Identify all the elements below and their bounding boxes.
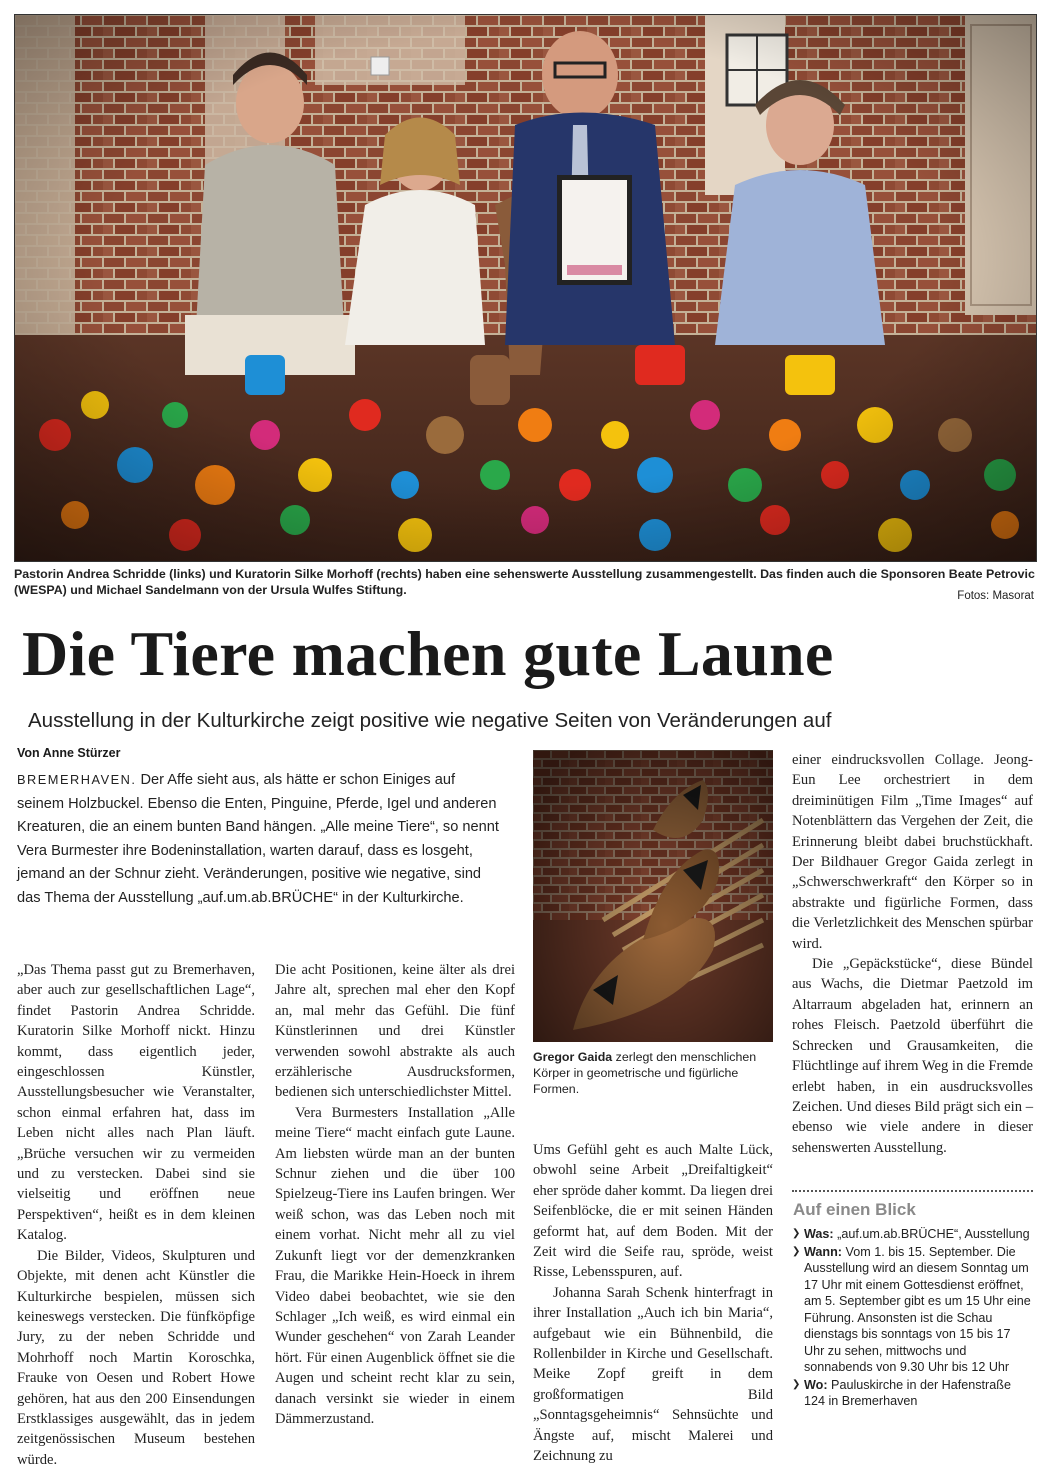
caption-artist-name: Gregor Gaida [533,1050,613,1064]
paragraph: Ums Gefühl geht es auch Malte Lück, obwohl seine Arbeit „Dreifaltigkeit“ eher spröde daher kommt. Da liegen drei Seifenblöcke, die er mit seinen Händen geformt hat, auf dem Boden. Mit der Zeit wird die Seife rau, spröde, weist Risse, Lebensspuren, auf. [533,1142,773,1281]
byline: Von Anne Stürzer [17,746,121,760]
infobox-item-wann [792,1244,1033,1376]
infobox-label: Wo: [804,1377,828,1392]
dateline-city: BREMERHAVEN. [17,772,137,787]
infobox-item-was [792,1226,1033,1243]
lead-text: Der Affe sieht aus, als hätte er schon Einiges auf seinem Holzbuckel. Ebenso die Enten, Pinguine, Pferde, Igel und anderen Kreaturen, die an einem bunten Band hängen. „Alle meine Tiere“, so nennt Vera Burmester ihre Bodeninstallation, warten darauf, dass es losgeht, jemand an der Schnur zieht. Veränderungen, positive wie negative, sind das Thema der Ausstellung „auf.um.ab.BRÜCHE“ in der Kulturkirche. [17,772,499,906]
infobox-item-wo [792,1377,1033,1410]
chevron-right-icon: ❯ [792,1245,801,1257]
paragraph: Johanna Sarah Schenk hinterfragt in ihrer Installation „Auch ich bin Maria“, aufgebaut wie ein Bühnenbild, die Rollenbilder in Kirche und Gesellschaft. Meike Zopf greift in dem großformatigen Bild „Sonntagsgeheimnis“ Sehnsüchte und Ängste auf, mischt Malerei und Zeichnung zu [533,1284,773,1465]
infobox-divider [792,1190,1033,1192]
caption-text: zerlegt den menschlichen Körper in geometrische und figürliche Formen. [533,1050,757,1097]
lead-paragraph [17,768,499,911]
paragraph: Die „Gepäckstücke“, diese Bündel aus Wachs, die Dietmar Paetzold im Altarraum abgeladen hat, erinnern an rohes Fleisch. Paetzold überführt die Schrecken und Grausamkeiten, die Flüchtlinge auf ihrem Weg in die Fremde erlebt haben, in ein ausdrucksvolles Zeichen. Und dieses Bild prägt sich ein – ebenso wie viele andere in dieser sehenswerten Ausstellung. [792,956,1033,1156]
article-column-4 [792,750,1033,1158]
infobox-label: Was: [804,1227,834,1241]
subheadline: Ausstellung in der Kulturkirche zeigt positive wie negative Seiten von Veränderungen auf [28,709,832,732]
paragraph: „Das Thema passt gut zu Bremerhaven, aber auch zur gesellschaftlichen Lage“, findet Pastorin Andrea Schridde. Kuratorin Silke Morhoff nickt. Hinzu kommt, dass eigentlich jeder, eingeschlossen Künstler, Ausstellungsbesucher wie Veranstalter, schon einmal erfahren hat, dass im Leben nicht alles nach Plan läuft. „Brüche versuchen wir zu vermeiden und zu verstecken. Dabei sind sie vielseitig und eröffnen neue Perspektiven“, heißt es in dem kleinen Katalog. [17,962,255,1244]
article-column-2 [275,960,515,1429]
infobox-title: Auf einen Blick [793,1200,916,1219]
infobox-label: Wann: [804,1244,843,1259]
chevron-right-icon: ❯ [792,1378,801,1390]
infobox-text: Vom 1. bis 15. September. Die Ausstellung wird an diesem Sonntag um 17 Uhr mit einem Gottesdienst eröffnet, am 5. September gibt es um 15 Uhr eine Führung. Ansonsten ist die Schau dienstags bis sonntags von 15 bis 17 Uhr zu sehen, mittwochs und sonnabends von 9.30 Uhr bis 12 Uhr [804,1244,1031,1374]
photo-credit: Fotos: Masorat [957,590,1034,602]
article-column-3 [533,1140,773,1467]
infobox-text: Pauluskirche in der Hafenstraße 124 in Bremerhaven [804,1377,1011,1408]
paragraph: Die Bilder, Videos, Skulpturen und Objekte, mit denen acht Künstler die Kulturkirche bespielen, müssen sich keineswegs verstecken. Die fünfköpfige Jury, zu der neben Schridde und Mohrhoff noch Martin Koroschka, Frauke von Oesen und Robert Howe gehören, hat aus den 200 Einsendungen Erstklassiges ausgewählt, das in jedem zeitgenössischen Museum bestehen würde. [17,1247,255,1468]
chevron-right-icon: ❯ [792,1228,801,1239]
infobox-list [792,1226,1033,1411]
hero-photo [14,14,1037,562]
headline: Die Tiere machen gute Laune [22,618,834,689]
paragraph: Vera Burmesters Installation „Alle meine Tiere“ macht einfach gute Laune. Am liebsten würde man an der bunten Schnur ziehen und die über 100 Spielzeug-Tiere ins Laufen bringen. Wer weiß schon, was das Leben noch mit einem vorhat. Nicht mehr all zu viel Zukunft liegt vor der demenzkranken Frau, die Marikke Hein-Hoeck in ihrem Video dabei beobachtet, wie sie den Schlager „Ich weiß, es wird einmal ein Wunder geschehen“ von Zarah Leander hört. Für einen Augenblick öffnet sie die Augen und scheint recht klar zu sein, danach versinkt sie wieder in einem Dämmerzustand. [275,1104,515,1427]
sculpture-photo [533,750,773,1042]
paragraph: einer eindrucksvollen Collage. Jeong-Eun Lee orchestriert in dem dreiminütigen Film „Time Images“ auf Notenblättern das Vergehen der Zeit, die Erinnerung bleibt dabei bruchstückhaft. Der Bildhauer Gregor Gaida zerlegt in „Schwerschwerkraft“ den Körper so in abstrakte und figürliche Formen, dass die Verletzlichkeit des Menschen spürbar wird. [792,752,1033,952]
article-column-1 [17,960,255,1470]
sculpture-caption [533,1049,773,1098]
paragraph: Die acht Positionen, keine älter als drei Jahre alt, sprechen mal eher den Kopf an, mal mehr das Gefühl. Die fünf Künstlerinnen und drei Künstler verwenden sowohl abstrakte als auch erzählerische Ausdrucksformen, bedienen sich unterschiedlichster Mittel. [275,962,515,1101]
infobox-text: „auf.um.ab.BRÜCHE“, Ausstellung [833,1227,1030,1241]
photo-caption: Pastorin Andrea Schridde (links) und Kuratorin Silke Morhoff (rechts) haben eine sehenswerte Ausstellung zusammengestellt. Das finden auch die Sponsoren Beate Petrovic (WESPA) und Michael Sandelmann von der Ursula Wulfes Stiftung. [14,567,1035,597]
